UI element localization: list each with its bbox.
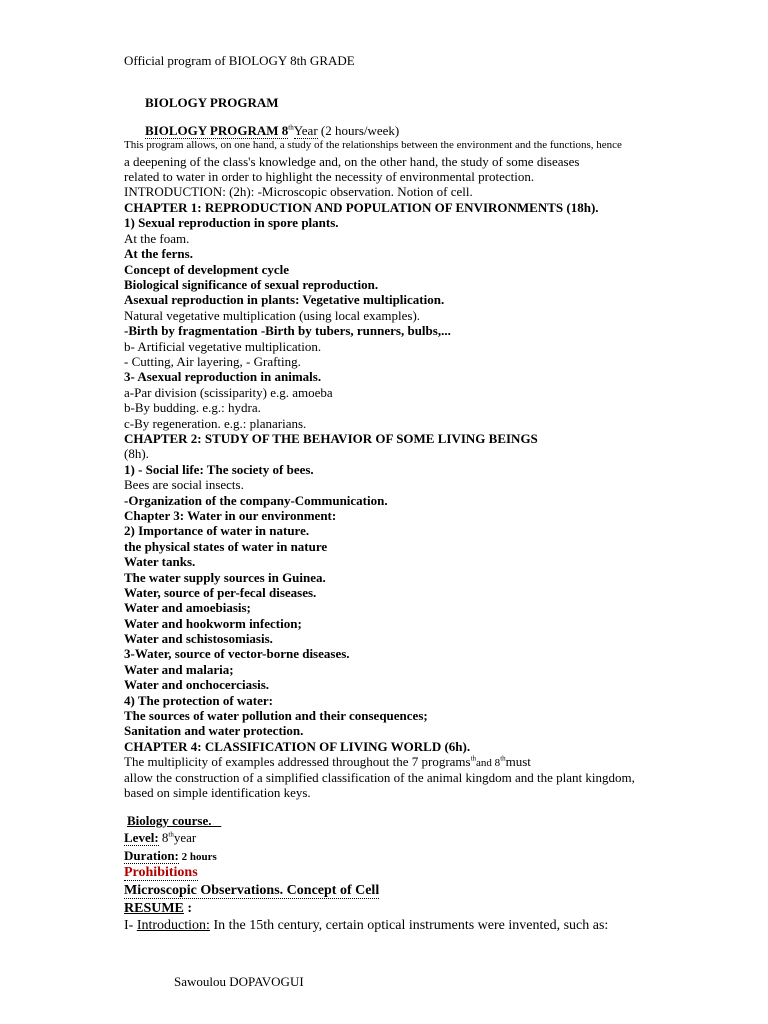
subtitle-hours: (2 hours/week) (317, 123, 400, 138)
intro-prefix: I- (124, 918, 137, 933)
chapter-4-title: CHAPTER 4: CLASSIFICATION OF LIVING WORLD (6h). (124, 739, 471, 754)
ch1-line: Biological significance of sexual reproduction. (124, 277, 379, 292)
ch3-line: 3-Water, source of vector-borne diseases. (124, 646, 350, 661)
ch4-sup-1: th (470, 754, 477, 763)
course-title (127, 813, 221, 828)
course-title-text: Biology course. (127, 813, 212, 828)
ch2-line: 1) - Social life: The society of bees. (124, 462, 314, 477)
prohibitions-heading (124, 865, 198, 880)
ch3-line: The water supply sources in Guinea. (124, 570, 326, 585)
subtitle-year: Year (293, 123, 318, 138)
ch1-line: - Cutting, Air layering, - Grafting. (124, 354, 301, 369)
intro-line-4: INTRODUCTION: (2h): -Microscopic observation. Notion of cell. (124, 184, 473, 199)
ch4-sup-2: th (500, 754, 506, 763)
intro-text: In the 15th century, certain optical instruments were invented, such as: (209, 918, 609, 933)
ch3-line: Water and malaria; (124, 662, 234, 677)
resume-heading (124, 901, 192, 916)
ch3-line: Water and onchocerciasis. (124, 677, 270, 692)
ch1-line: a-Par division (scissiparity) e.g. amoeba (124, 385, 333, 400)
page-header: Official program of BIOLOGY 8th GRADE (124, 53, 355, 68)
ch4-line-1 (124, 754, 531, 771)
course-duration (124, 848, 217, 865)
ch2-line: -Organization of the company-Communication. (124, 493, 388, 508)
ch4-line-2: allow the construction of a simplified classification of the animal kingdom and the plant kingdom, (124, 770, 635, 785)
author-name: Sawoulou DOPAVOGUI (174, 974, 304, 989)
chapter-2-title: CHAPTER 2: STUDY OF THE BEHAVIOR OF SOME LIVING BEINGS (124, 431, 538, 446)
ch3-line: The sources of water pollution and their consequences; (124, 708, 428, 723)
duration-value: 2 hours (178, 851, 217, 863)
subtitle-sup: th (288, 123, 294, 132)
level-value: 8 (158, 830, 169, 845)
ch4-text-a: The multiplicity of examples addressed throughout the 7 programs (124, 754, 471, 769)
ch3-line: Water and hookworm infection; (124, 616, 302, 631)
course-title-trailing-underline (212, 813, 222, 828)
ch4-line-3: based on simple identification keys. (124, 785, 311, 800)
intro-line-2: a deepening of the class's knowledge and, on the other hand, the study of some diseases (124, 154, 580, 169)
ch3-line: 2) Importance of water in nature. (124, 523, 310, 538)
level-sup: th (168, 830, 174, 839)
ch1-line: b- Artificial vegetative multiplication. (124, 339, 322, 354)
ch4-text-c: must (505, 754, 531, 769)
ch1-line: Concept of development cycle (124, 262, 289, 277)
prohibitions-text: Prohibitions (124, 865, 198, 880)
intro-small-line: This program allows, on one hand, a study of the relationships between the environment and the functions, hence (124, 139, 622, 151)
ch1-line: Natural vegetative multiplication (using local examples). (124, 308, 421, 323)
microscopic-observations-heading (124, 883, 379, 898)
ch3-line: Water and amoebiasis; (124, 600, 251, 615)
ch1-line: At the foam. (124, 231, 190, 246)
intro-label: Introduction: (136, 918, 210, 933)
duration-label: Duration: (124, 848, 179, 863)
ch3-line: 4) The protection of water: (124, 693, 273, 708)
chapter-1-title: CHAPTER 1: REPRODUCTION AND POPULATION OF ENVIRONMENTS (18h). (124, 200, 599, 215)
ch1-line: 1) Sexual reproduction in spore plants. (124, 215, 339, 230)
ch3-line: Water and schistosomiasis. (124, 631, 273, 646)
ch1-line: 3- Asexual reproduction in animals. (124, 369, 322, 384)
program-title: BIOLOGY PROGRAM (145, 95, 279, 110)
subtitle-bold: BIOLOGY PROGRAM 8 (145, 123, 289, 138)
ch2-line: Bees are social insects. (124, 477, 244, 492)
obs-text: Microscopic Observations. Concept of Cell (124, 883, 380, 898)
level-rest: year (173, 830, 197, 845)
ch3-line: Water tanks. (124, 554, 196, 569)
ch4-text-b: and 8 (476, 757, 501, 769)
ch1-line: Asexual reproduction in plants: Vegetative multiplication. (124, 292, 445, 307)
ch3-line: the physical states of water in nature (124, 539, 328, 554)
ch2-line: (8h). (124, 446, 149, 461)
level-label: Level: (124, 830, 159, 845)
ch3-line: Water, source of per-fecal diseases. (124, 585, 317, 600)
course-level (124, 830, 196, 845)
ch1-line: -Birth by fragmentation -Birth by tubers, runners, bulbs,... (124, 323, 451, 338)
ch1-line: c-By regeneration. e.g.: planarians. (124, 416, 307, 431)
introduction-line (124, 918, 608, 933)
ch1-line: At the ferns. (124, 246, 193, 261)
ch1-line: b-By budding. e.g.: hydra. (124, 400, 261, 415)
resume-colon: : (183, 901, 193, 916)
ch3-line: Sanitation and water protection. (124, 723, 304, 738)
chapter-3-title: Chapter 3: Water in our environment: (124, 508, 337, 523)
program-subtitle (145, 123, 399, 138)
intro-line-3: related to water in order to highlight the necessity of environmental protection. (124, 169, 535, 184)
resume-text: RESUME (124, 901, 184, 916)
